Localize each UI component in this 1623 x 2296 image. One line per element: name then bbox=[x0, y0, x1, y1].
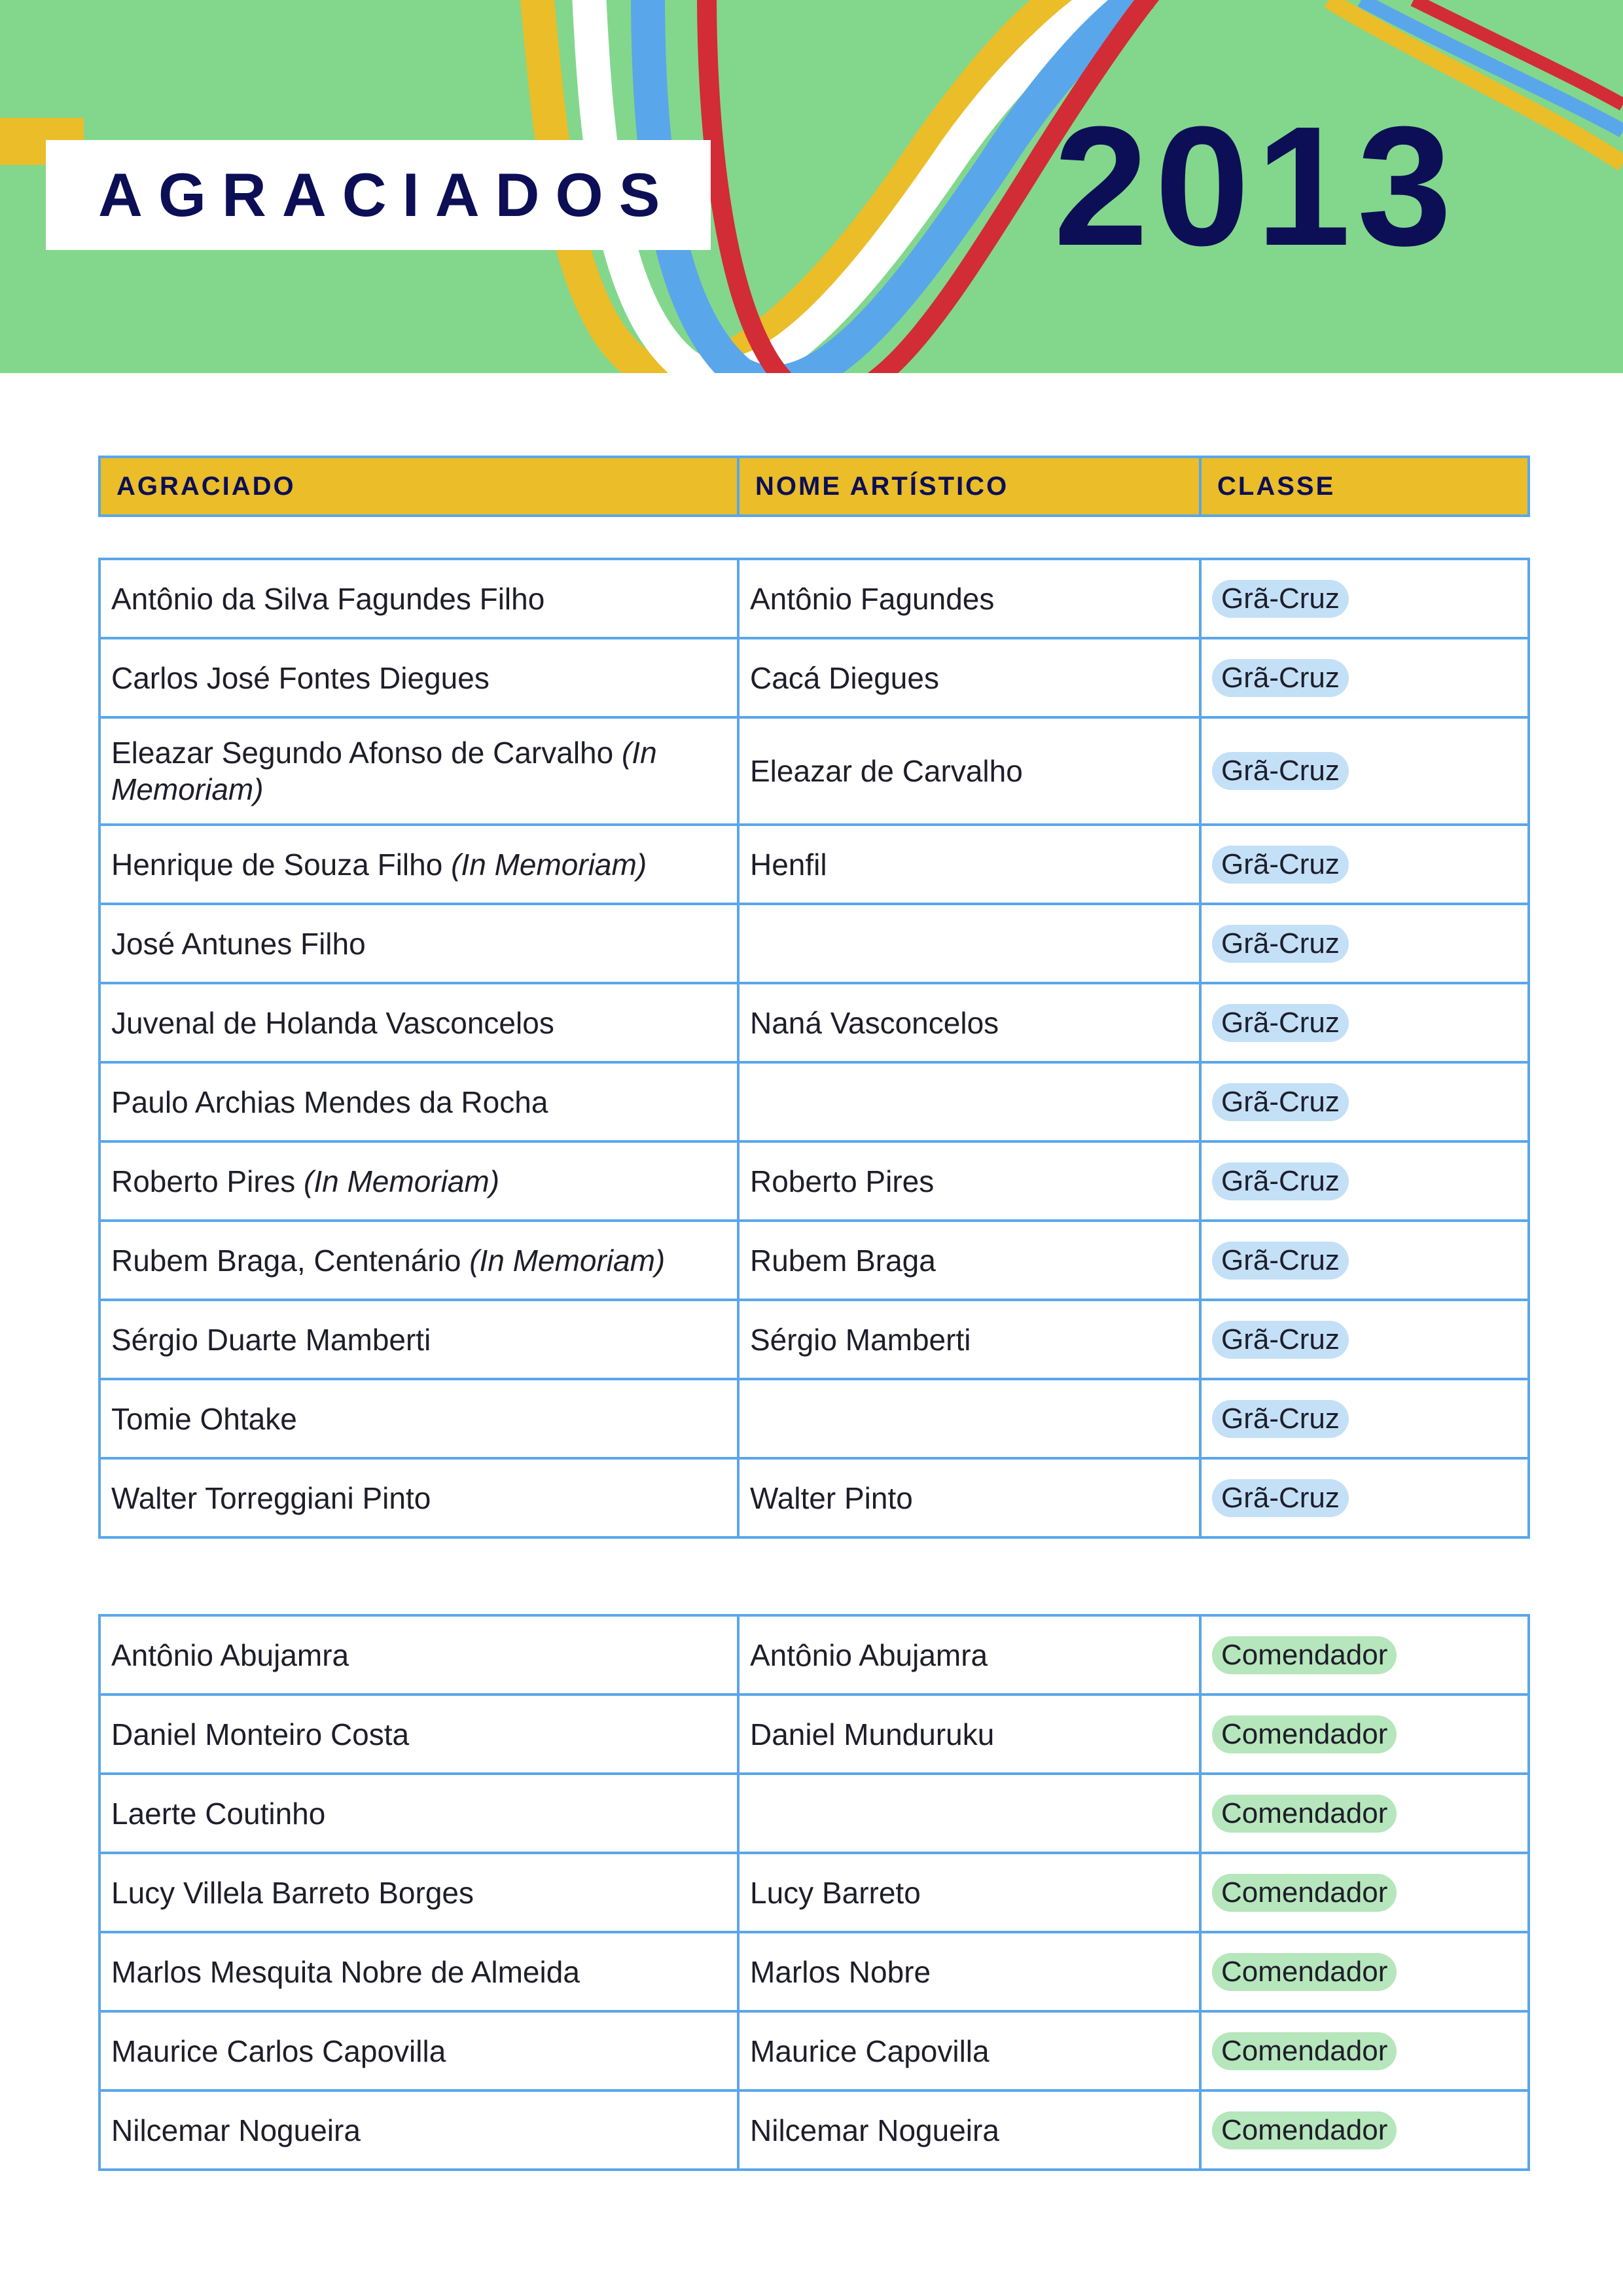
cell-agraciado bbox=[99, 1141, 738, 1221]
cell-nome-artistico bbox=[738, 904, 1200, 983]
table-row bbox=[99, 638, 1529, 717]
table-row bbox=[99, 2011, 1529, 2090]
column-header-classe: CLASSE bbox=[1200, 457, 1529, 516]
recipient-name: Roberto Pires bbox=[111, 1164, 296, 1198]
cell-classe bbox=[1200, 1932, 1529, 2011]
cell-agraciado bbox=[99, 2090, 738, 2170]
class-badge: Comendador bbox=[1212, 2111, 1397, 2149]
cell-nome-artistico bbox=[738, 1379, 1200, 1458]
class-badge: Grã-Cruz bbox=[1212, 752, 1349, 790]
artistic-name: Lucy Barreto bbox=[750, 1875, 921, 1910]
artistic-name: Rubem Braga bbox=[750, 1243, 936, 1278]
cell-agraciado bbox=[99, 1458, 738, 1537]
cell-classe bbox=[1200, 1062, 1529, 1141]
table-row bbox=[99, 1853, 1529, 1932]
cell-agraciado bbox=[99, 559, 738, 638]
artistic-name: Sérgio Mamberti bbox=[750, 1322, 971, 1357]
year-label: 2013 bbox=[1054, 92, 1459, 281]
cell-classe bbox=[1200, 1774, 1529, 1853]
table-row bbox=[99, 559, 1529, 638]
table-row bbox=[99, 1221, 1529, 1300]
page-title: AGRACIADOS bbox=[98, 160, 676, 229]
cell-classe bbox=[1200, 1221, 1529, 1300]
cell-classe bbox=[1200, 559, 1529, 638]
cell-classe bbox=[1200, 1695, 1529, 1774]
recipient-name: Tomie Ohtake bbox=[111, 1401, 297, 1436]
in-memoriam-note: (In Memoriam) bbox=[469, 1243, 666, 1278]
recipient-name: Nilcemar Nogueira bbox=[111, 2113, 361, 2147]
class-badge: Grã-Cruz bbox=[1212, 659, 1349, 697]
in-memoriam-note: (In Memoriam) bbox=[304, 1164, 500, 1198]
class-badge: Grã-Cruz bbox=[1212, 1321, 1349, 1359]
title-box bbox=[46, 140, 711, 250]
table-row bbox=[99, 2090, 1529, 2170]
recipient-name: José Antunes Filho bbox=[111, 926, 366, 961]
class-badge: Grã-Cruz bbox=[1212, 1083, 1349, 1121]
cell-classe bbox=[1200, 904, 1529, 983]
artistic-name: Cacá Diegues bbox=[750, 660, 939, 695]
artistic-name: Antônio Abujamra bbox=[750, 1638, 988, 1672]
class-badge: Comendador bbox=[1212, 1953, 1397, 1991]
cell-classe bbox=[1200, 1458, 1529, 1537]
cell-nome-artistico bbox=[738, 1695, 1200, 1774]
in-memoriam-note: (In Memoriam) bbox=[111, 736, 657, 806]
class-badge: Grã-Cruz bbox=[1212, 1004, 1349, 1042]
cell-nome-artistico bbox=[738, 638, 1200, 717]
class-badge: Grã-Cruz bbox=[1212, 1479, 1349, 1517]
artistic-name: Eleazar de Carvalho bbox=[750, 754, 1023, 788]
class-badge: Grã-Cruz bbox=[1212, 1242, 1349, 1280]
recipient-name: Antônio da Silva Fagundes Filho bbox=[111, 581, 545, 616]
recipient-name: Maurice Carlos Capovilla bbox=[111, 2034, 446, 2068]
artistic-name: Maurice Capovilla bbox=[750, 2034, 990, 2068]
class-badge: Grã-Cruz bbox=[1212, 1162, 1349, 1200]
table-row bbox=[99, 825, 1529, 904]
cell-nome-artistico bbox=[738, 825, 1200, 904]
cell-classe bbox=[1200, 983, 1529, 1062]
class-badge: Grã-Cruz bbox=[1212, 580, 1349, 618]
recipient-name: Marlos Mesquita Nobre de Almeida bbox=[111, 1954, 580, 1989]
artistic-name: Nilcemar Nogueira bbox=[750, 2113, 999, 2147]
recipient-name: Lucy Villela Barreto Borges bbox=[111, 1875, 474, 1910]
cell-classe bbox=[1200, 2090, 1529, 2170]
cell-agraciado bbox=[99, 1853, 738, 1932]
cell-classe bbox=[1200, 825, 1529, 904]
cell-nome-artistico bbox=[738, 2090, 1200, 2170]
cell-classe bbox=[1200, 1300, 1529, 1379]
recipient-name: Rubem Braga, Centenário bbox=[111, 1243, 461, 1278]
table-row bbox=[99, 1379, 1529, 1458]
recipient-name: Henrique de Souza Filho bbox=[111, 847, 443, 882]
cell-nome-artistico bbox=[738, 1932, 1200, 2011]
cell-classe bbox=[1200, 717, 1529, 825]
recipient-name: Antônio Abujamra bbox=[111, 1638, 349, 1672]
table-header bbox=[98, 456, 1530, 517]
cell-classe bbox=[1200, 1379, 1529, 1458]
cell-classe bbox=[1200, 2011, 1529, 2090]
table-row bbox=[99, 1458, 1529, 1537]
table-comendador bbox=[98, 1614, 1530, 2171]
class-badge: Comendador bbox=[1212, 1874, 1397, 1912]
class-badge: Comendador bbox=[1212, 2032, 1397, 2070]
cell-agraciado bbox=[99, 1932, 738, 2011]
cell-agraciado bbox=[99, 1300, 738, 1379]
cell-agraciado bbox=[99, 1695, 738, 1774]
recipient-name: Sérgio Duarte Mamberti bbox=[111, 1322, 431, 1357]
cell-classe bbox=[1200, 1141, 1529, 1221]
header-banner bbox=[0, 0, 1623, 373]
artistic-name: Marlos Nobre bbox=[750, 1954, 931, 1989]
cell-agraciado bbox=[99, 1379, 738, 1458]
recipient-name: Laerte Coutinho bbox=[111, 1796, 326, 1831]
cell-nome-artistico bbox=[738, 1221, 1200, 1300]
table-row bbox=[99, 983, 1529, 1062]
cell-classe bbox=[1200, 1853, 1529, 1932]
cell-nome-artistico bbox=[738, 983, 1200, 1062]
class-badge: Comendador bbox=[1212, 1715, 1397, 1753]
cell-nome-artistico bbox=[738, 2011, 1200, 2090]
cell-agraciado bbox=[99, 638, 738, 717]
in-memoriam-note: (In Memoriam) bbox=[451, 847, 647, 882]
recipient-name: Paulo Archias Mendes da Rocha bbox=[111, 1085, 548, 1119]
recipient-name: Carlos José Fontes Diegues bbox=[111, 660, 490, 695]
cell-classe bbox=[1200, 1615, 1529, 1695]
cell-nome-artistico bbox=[738, 1062, 1200, 1141]
cell-agraciado bbox=[99, 1774, 738, 1853]
cell-classe bbox=[1200, 638, 1529, 717]
table-row bbox=[99, 1932, 1529, 2011]
table-row bbox=[99, 904, 1529, 983]
class-badge: Comendador bbox=[1212, 1795, 1397, 1833]
cell-nome-artistico bbox=[738, 1300, 1200, 1379]
artistic-name: Roberto Pires bbox=[750, 1164, 935, 1198]
cell-agraciado bbox=[99, 1221, 738, 1300]
class-badge: Grã-Cruz bbox=[1212, 1400, 1349, 1438]
cell-agraciado bbox=[99, 717, 738, 825]
recipient-name: Daniel Monteiro Costa bbox=[111, 1717, 410, 1751]
artistic-name: Daniel Munduruku bbox=[750, 1717, 995, 1751]
cell-agraciado bbox=[99, 1615, 738, 1695]
artistic-name: Naná Vasconcelos bbox=[750, 1005, 999, 1040]
table-row bbox=[99, 1615, 1529, 1695]
table-row bbox=[99, 717, 1529, 825]
cell-agraciado bbox=[99, 1062, 738, 1141]
recipient-name: Juvenal de Holanda Vasconcelos bbox=[111, 1005, 554, 1040]
table-row bbox=[99, 1695, 1529, 1774]
cell-agraciado bbox=[99, 2011, 738, 2090]
cell-agraciado bbox=[99, 825, 738, 904]
table-gra-cruz bbox=[98, 558, 1530, 1539]
table-row bbox=[99, 1062, 1529, 1141]
artistic-name: Antônio Fagundes bbox=[750, 581, 995, 616]
cell-nome-artistico bbox=[738, 1141, 1200, 1221]
cell-nome-artistico bbox=[738, 1458, 1200, 1537]
cell-nome-artistico bbox=[738, 1774, 1200, 1853]
table-row bbox=[99, 1774, 1529, 1853]
artistic-name: Walter Pinto bbox=[750, 1480, 913, 1515]
column-header-agraciado: AGRACIADO bbox=[99, 457, 738, 516]
recipient-name: Walter Torreggiani Pinto bbox=[111, 1480, 431, 1515]
table-row bbox=[99, 1300, 1529, 1379]
cell-nome-artistico bbox=[738, 1853, 1200, 1932]
class-badge: Grã-Cruz bbox=[1212, 846, 1349, 884]
class-badge: Grã-Cruz bbox=[1212, 925, 1349, 963]
table-row bbox=[99, 1141, 1529, 1221]
cell-nome-artistico bbox=[738, 559, 1200, 638]
cell-nome-artistico bbox=[738, 717, 1200, 825]
cell-agraciado bbox=[99, 904, 738, 983]
cell-nome-artistico bbox=[738, 1615, 1200, 1695]
class-badge: Comendador bbox=[1212, 1636, 1397, 1674]
column-header-nome-artistico: NOME ARTÍSTICO bbox=[738, 457, 1200, 516]
artistic-name: Henfil bbox=[750, 847, 827, 882]
recipient-name: Eleazar Segundo Afonso de Carvalho bbox=[111, 736, 614, 770]
cell-agraciado bbox=[99, 983, 738, 1062]
